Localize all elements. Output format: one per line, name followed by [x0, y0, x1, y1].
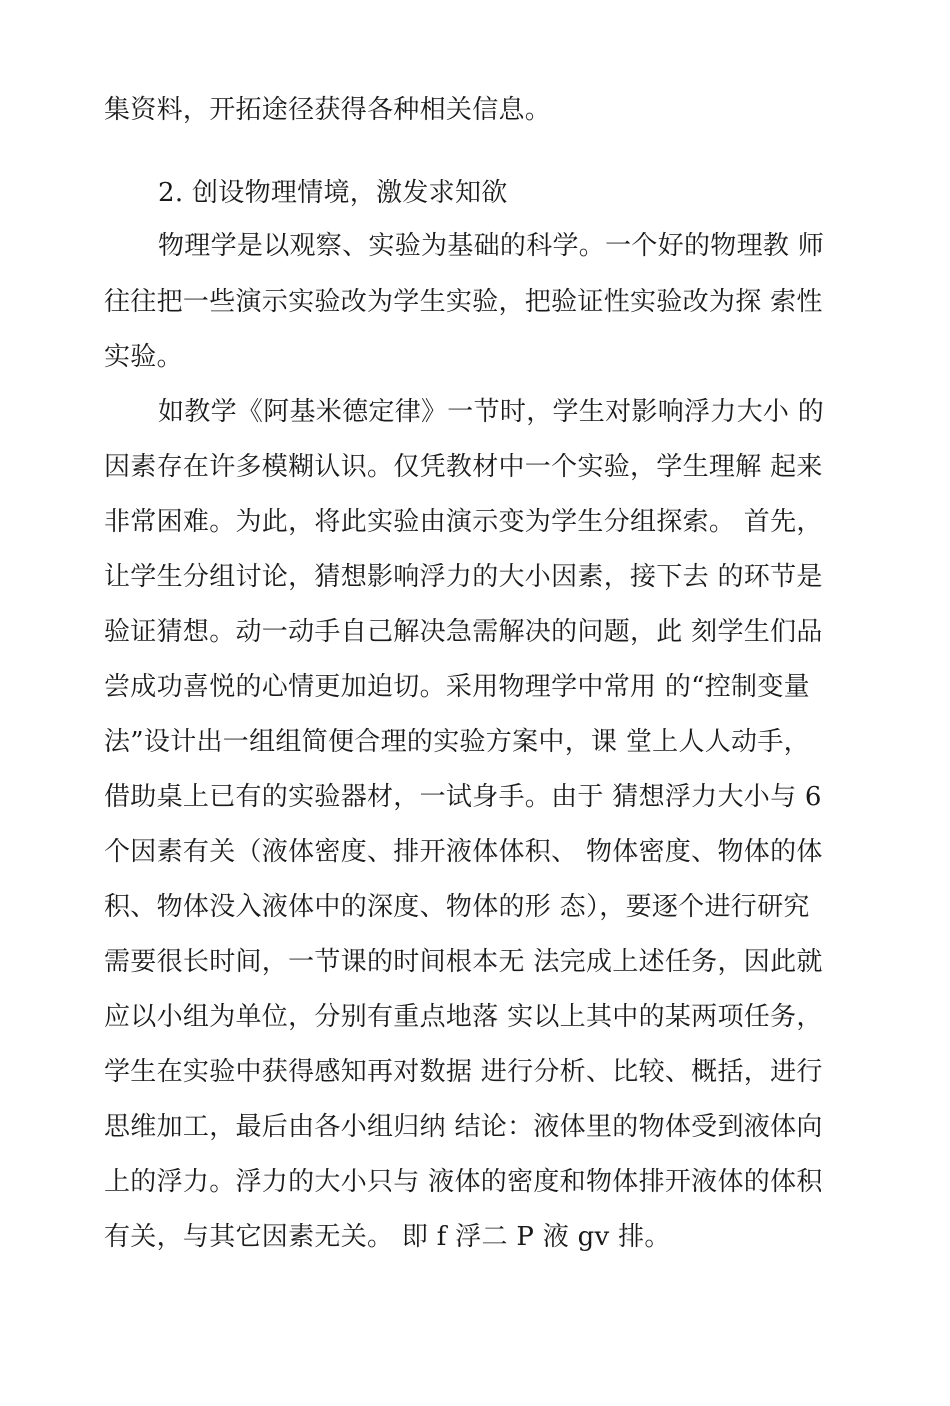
- text-line-4: 往往把一些演示实验改为学生实验，把验证性实验改为探 索性: [104, 287, 823, 317]
- text-line-12: 法”设计出一组组简便合理的实验方案中，课 堂上人人动手，: [104, 727, 810, 757]
- text-line-13: 借助桌上已有的实验器材，一试身手。由于 猜想浮力大小与 6: [104, 782, 822, 812]
- text-line-11: 尝成功喜悦的心情更加迫切。采用物理学中常用 的“控制变量: [104, 672, 810, 702]
- text-line-20: 上的浮力。浮力的大小只与 液体的密度和物体排开液体的体积: [104, 1167, 823, 1197]
- text-line-14: 个因素有关（液体密度、排开液体体积、 物体密度、物体的体: [104, 837, 823, 867]
- text-line-16: 需要很长时间，一节课的时间根本无 法完成上述任务，因此就: [104, 947, 823, 977]
- section-heading: 2. 创设物理情境，激发求知欲: [158, 178, 508, 208]
- text-line-3: 物理学是以观察、实验为基础的科学。一个好的物理教 师: [158, 231, 825, 261]
- text-line-7: 因素存在许多模糊认识。仅凭教材中一个实验，学生理解 起来: [104, 452, 823, 482]
- text-line-9: 让学生分组讨论，猜想影响浮力的大小因素，接下去 的环节是: [104, 562, 823, 592]
- text-line-21: 有关，与其它因素无关。 即 f 浮二 P 液 gv 排。: [104, 1222, 671, 1252]
- text-line-19: 思维加工，最后由各小组归纳 结论：液体里的物体受到液体向: [104, 1112, 823, 1142]
- text-line-5: 实验。: [104, 342, 183, 372]
- text-line-15: 积、物体没入液体中的深度、物体的形 态），要逐个进行研究: [104, 892, 810, 922]
- text-line-1: 集资料，开拓途径获得各种相关信息。: [104, 95, 552, 125]
- text-line-17: 应以小组为单位，分别有重点地落 实以上其中的某两项任务，: [104, 1002, 823, 1032]
- text-line-18: 学生在实验中获得感知再对数据 进行分析、比较、概括，进行: [104, 1057, 823, 1087]
- text-line-8: 非常困难。为此，将此实验由演示变为学生分组探索。 首先，: [104, 507, 823, 537]
- text-line-6: 如教学《阿基米德定律》一节时，学生对影响浮力大小 的: [158, 397, 825, 427]
- text-line-10: 验证猜想。动一动手自己解决急需解决的问题，此 刻学生们品: [104, 617, 823, 647]
